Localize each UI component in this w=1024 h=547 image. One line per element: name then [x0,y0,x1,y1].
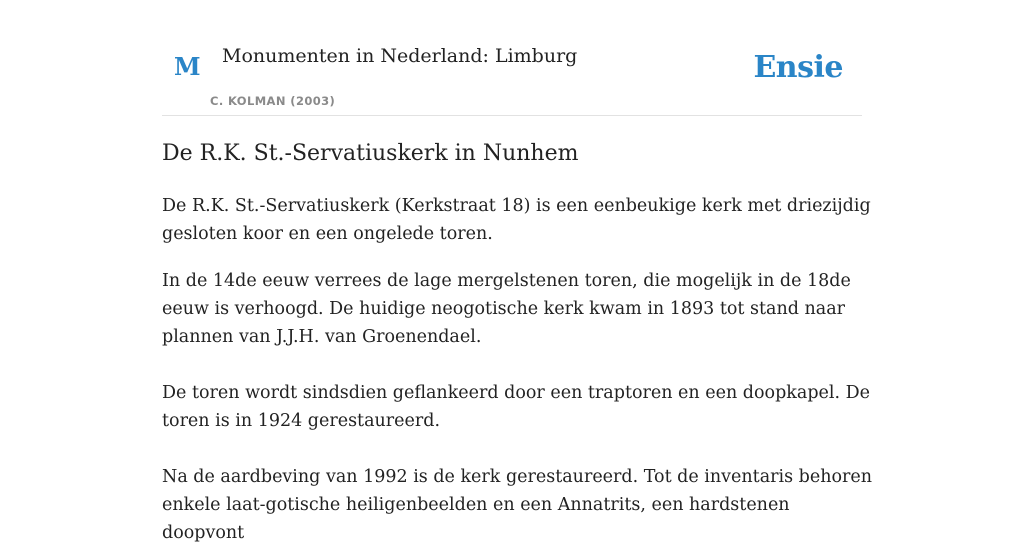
book-logo[interactable]: M [174,52,201,81]
article-paragraph: Na de aardbeving van 1992 is de kerk gerestaureerd. Tot de inventaris behoren enkele laat-gotische heiligenbeelden en een Annatrits, een hardstenen doopvont [162,467,872,543]
book-author: C. KOLMAN (2003) [210,94,336,108]
article-paragraph: De toren wordt sindsdien geflankeerd door een traptoren en een doopkapel. De toren is in 1924 gerestaureerd. [162,383,870,431]
header [162,0,862,116]
article [162,138,872,547]
book-title[interactable]: Monumenten in Nederland: Limburg [222,45,578,67]
ensie-logo[interactable]: Ensie [753,50,843,85]
article-title: De R.K. St.-Servatiuskerk in Nunhem [162,141,579,166]
article-paragraph: De R.K. St.-Servatiuskerk (Kerkstraat 18) is een eenbeukige kerk met driezijdig gesloten koor en een ongelede toren. [162,196,871,244]
article-paragraph: In de 14de eeuw verrees de lage mergelstenen toren, die mogelijk in de 18de eeuw is verhoogd. De huidige neogotische kerk kwam in 1893 tot stand naar plannen van J.J.H. van Groenendael. [162,271,851,347]
